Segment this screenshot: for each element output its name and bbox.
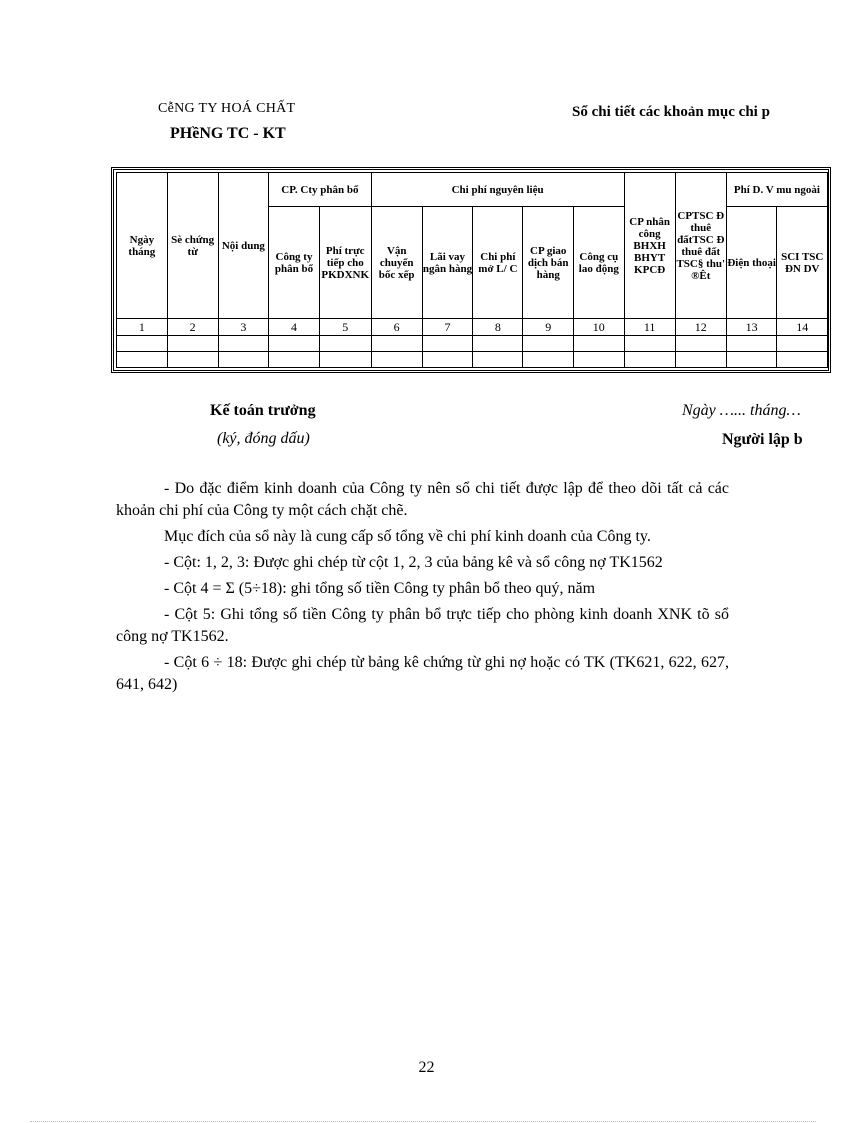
col-header-3: Nội dung xyxy=(218,173,269,319)
preparer-label: Người lập b xyxy=(722,431,803,448)
col-header-10: Công cụ lao động xyxy=(573,207,624,319)
paragraph: - Cột: 1, 2, 3: Được ghi chép từ cột 1, 2, 3 của bảng kê và sổ công nợ TK1562 xyxy=(164,554,663,571)
col-number: 7 xyxy=(422,319,473,336)
paragraph: - Do đặc điểm kinh doanh của Công ty nên sổ chi tiết được lập để theo dõi tất cả các khoản chi phí của Công ty một cách chặt chẽ. xyxy=(116,480,729,519)
col-header-9: CP giao dịch bán hàng xyxy=(523,207,574,319)
ledger-table-frame xyxy=(111,167,831,373)
col-number: 2 xyxy=(167,319,218,336)
col-number: 1 xyxy=(117,319,168,336)
col-header-1: Ngày tháng xyxy=(117,173,168,319)
table-row xyxy=(117,336,828,352)
table-row xyxy=(117,352,828,368)
col-number: 12 xyxy=(675,319,726,336)
explanation-text xyxy=(116,478,729,700)
department-name: PHềNG TC - KT xyxy=(170,125,286,142)
page-number: 22 xyxy=(418,1059,435,1076)
paragraph: - Cột 5: Ghi tổng số tiền Công ty phân bổ trực tiếp cho phòng kinh doanh XNK tõ sổ công nợ TK1562. xyxy=(116,606,729,645)
col-header-12: CPTSC Đ thuê đấtTSC Đ thuê đất TSC§ thu' ®Êt xyxy=(675,173,726,319)
col-header-11: CP nhân công BHXH BHYT KPCĐ xyxy=(624,173,675,319)
col-header-6: Vận chuyển bốc xếp xyxy=(371,207,422,319)
company-name: CễNG TY HOÁ CHẤT xyxy=(158,101,296,116)
ledger-table xyxy=(116,172,828,368)
col-number: 6 xyxy=(371,319,422,336)
col-number: 8 xyxy=(473,319,523,336)
col-header-7: Lãi vay ngân hàng xyxy=(422,207,473,319)
col-number: 10 xyxy=(573,319,624,336)
page-bottom-rule xyxy=(30,1121,816,1122)
group-header-nguyen-lieu: Chi phí nguyên liệu xyxy=(371,173,624,207)
col-number: 9 xyxy=(523,319,574,336)
paragraph: - Cột 4 = Σ (5÷18): ghi tổng số tiền Công ty phân bổ theo quý, năm xyxy=(164,580,596,597)
col-header-2: Sè chứng từ xyxy=(167,173,218,319)
paragraph: - Cột 6 ÷ 18: Được ghi chép từ bảng kê chứng từ ghi nợ hoặc có TK (TK621, 622, 627, 641, 642) xyxy=(116,654,729,693)
col-number: 14 xyxy=(777,319,828,336)
paragraph: Mục đích của sổ này là cung cấp số tổng về chi phí kinh doanh của Công ty. xyxy=(164,528,651,545)
col-header-8: Chi phí mở L/ C xyxy=(473,207,523,319)
book-title: Sổ chi tiết các khoản mục chi p xyxy=(572,104,770,120)
group-header-phi-dv: Phí D. V mu ngoài xyxy=(726,173,827,207)
col-header-4: Công ty phân bổ xyxy=(269,207,320,319)
col-header-13: Điện thoại xyxy=(726,207,777,319)
col-header-14: SCI TSC ĐN DV xyxy=(777,207,828,319)
chief-accountant-note: (ký, đóng dấu) xyxy=(217,430,310,447)
col-number: 11 xyxy=(624,319,675,336)
group-header-cp-cty: CP. Cty phân bổ xyxy=(269,173,371,207)
col-number: 5 xyxy=(319,319,371,336)
col-number: 3 xyxy=(218,319,269,336)
col-number: 13 xyxy=(726,319,777,336)
chief-accountant-label: Kế toán trưởng xyxy=(210,402,316,419)
col-header-5: Phí trực tiếp cho PKDXNK xyxy=(319,207,371,319)
date-line: Ngày …... tháng… xyxy=(682,402,801,419)
col-number: 4 xyxy=(269,319,320,336)
